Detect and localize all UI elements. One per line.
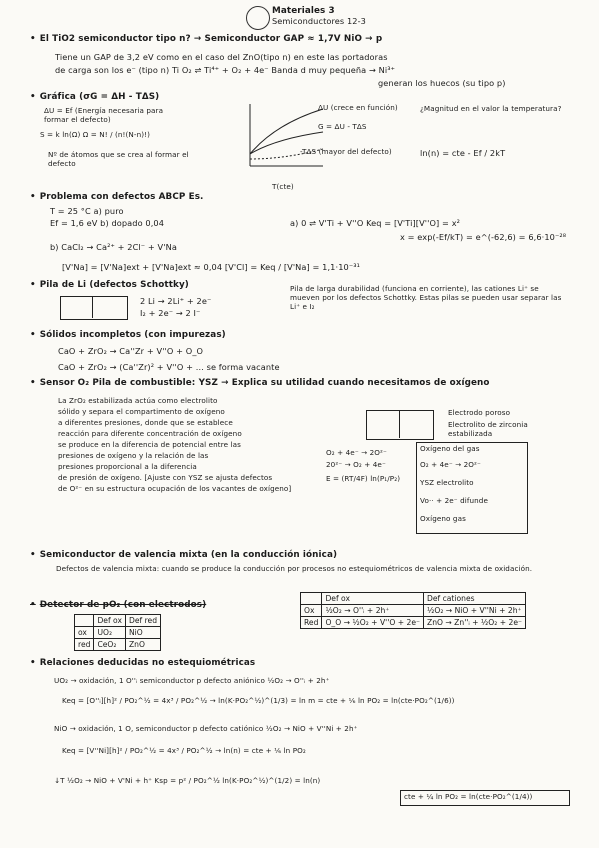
section-relaciones-heading: • Relaciones deducidas no estequiométricas xyxy=(30,658,255,668)
side-formula: ln(n) = cte - Ef / 2kT xyxy=(420,148,506,158)
university-seal-icon xyxy=(246,6,270,30)
relaciones-line: ↓T ½O₂ → NiO + V'Ni + h⁺ Ksp = p² / PO₂^½ ln(K·PO₂^½)^(1/2) = ln(n) xyxy=(54,776,321,785)
formula-entropy: S = k ln(Ω) Ω = N! / (n!(N-n)!) xyxy=(40,130,151,139)
problema-line: [V'Na] = [V'Na]ext + [V'Na]ext ≈ 0,04 [V'Cl] = Keq / [V'Na] = 1,1·10⁻³¹ xyxy=(62,262,361,272)
oxygen-box-line: YSZ electrolito xyxy=(420,478,474,487)
sensor-text: presiones proporcional a la diferencia xyxy=(58,462,197,471)
table-cell: ½O₂ → NiO + V''Ni + 2h⁺ xyxy=(424,605,526,617)
sensor-eq: 20²⁻ → O₂ + 4e⁻ xyxy=(326,460,386,469)
sensor-text: a diferentes presiones, donde que se establece xyxy=(58,418,233,427)
table-cell: red xyxy=(75,639,94,651)
problema-line: Ef = 1,6 eV b) dopado 0,04 xyxy=(50,218,165,228)
graph-label: G = ΔU - TΔS xyxy=(318,122,367,131)
sensor-eq: O₂ + 4e⁻ → 2O²⁻ xyxy=(326,448,387,457)
table-cell: Ox xyxy=(301,605,322,617)
pila-note: Pila de larga durabilidad (funciona en corriente), las cationes Li⁺ se mueven por los defectos Schottky. Estas pilas se pueden usar separar las Li⁺ e I₂ xyxy=(290,284,562,311)
table-cell: Red xyxy=(301,617,322,629)
table-header-cell: Def cationes xyxy=(424,593,526,605)
table-cell: ½O₂ → O''ᵢ + 2h⁺ xyxy=(322,605,424,617)
relaciones-line: Keq = [V''Ni][h]² / PO₂^½ = 4x³ / PO₂^½ → ln(n) = cte + ⅙ ln PO₂ xyxy=(62,746,306,755)
section-tio2-line: Tiene un GAP de 3,2 eV como en el caso del ZnO(tipo n) en este las portadoras xyxy=(55,52,388,62)
battery-diagram xyxy=(60,296,128,320)
solidos-eq: CaO + ZrO₂ → (Ca''Zr)² + V''O + ... se forma vacante xyxy=(58,362,280,372)
graph-label: -TΔS (mayor del defecto) xyxy=(300,147,392,156)
formula-delta-u: ΔU = Ef (Energía necesaria para formar el defecto) xyxy=(44,106,164,124)
page-title: Materiales 3 xyxy=(272,6,335,16)
relaciones-line: cte + ¼ ln PO₂ = ln(cte·PO₂^(1/4)) xyxy=(404,792,533,801)
section-detector-heading: • Detector de pO₂ (con electrodos) xyxy=(30,600,206,610)
table-cell: ox xyxy=(75,627,94,639)
sensor-electrolyte xyxy=(399,410,400,438)
sensor-text: de presión de oxígeno. [Ajuste con YSZ se ajusta defectos xyxy=(58,473,273,482)
relaciones-line: NiO → oxidación, 1 O, semiconductor p defecto catiónico ½O₂ → NiO + V''Ni + 2h⁺ xyxy=(54,724,358,733)
problema-line: a) 0 ⇌ V'Ti + V''O Keq = [V'Ti][V''O] = x² xyxy=(290,218,461,228)
graph-label: ΔU (crece en función) xyxy=(318,103,398,112)
side-note: ¿Magnitud en el valor la temperatura? xyxy=(420,104,562,113)
note-atoms: Nº de átomos que se crea al formar el defecto xyxy=(48,150,189,168)
section-solidos-heading: • Sólidos incompletos (con impurezas) xyxy=(30,330,226,340)
section-sensor-heading: • Sensor O₂ Pila de combustible: YSZ → Explica su utilidad cuando necesitamos de oxígeno xyxy=(30,378,490,388)
relaciones-line: UO₂ → oxidación, 1 O''ᵢ semiconductor p defecto aniónico ½O₂ → O''ᵢ + 2h⁺ xyxy=(54,676,330,685)
table-cell: CeO₂ xyxy=(94,639,126,651)
problema-line: b) CaCl₂ → Ca²⁺ + 2Cl⁻ + V'Na xyxy=(50,242,177,252)
section-tio2-line: de carga son los e⁻ (tipo n) Ti O₂ ⇌ Ti⁴⁺ + O₂ + 4e⁻ Banda d muy pequeña → Ni³⁺ xyxy=(55,65,396,75)
table-header-cell: Def red xyxy=(125,615,160,627)
sensor-cell-diagram xyxy=(366,410,434,440)
valencia-text: Defectos de valencia mixta: cuando se produce la conducción por procesos no estequiométricos de valencia mixta de oxidación. xyxy=(56,564,533,573)
solidos-eq: CaO + ZrO₂ → Ca''Zr + V''O + O_O xyxy=(58,346,204,356)
sensor-diagram-label: Electrodo poroso xyxy=(448,408,511,417)
pila-eq: I₂ + 2e⁻ → 2 I⁻ xyxy=(140,308,201,318)
page-subtitle: Semiconductores 12-3 xyxy=(272,16,366,26)
section-pila-li-heading: • Pila de Li (defectos Schottky) xyxy=(30,280,189,290)
table-cell: ZnO → Zn''ᵢ + ½O₂ + 2e⁻ xyxy=(424,617,526,629)
section-valencia-heading: • Semiconductor de valencia mixta (en la conducción iónica) xyxy=(30,550,337,560)
problema-line: x = exp(-Ef/kT) = e^(-62,6) = 6,6·10⁻²⁸ xyxy=(400,232,567,242)
section-tio2-line: generan los huecos (su tipo p) xyxy=(378,78,506,88)
oxygen-box-title: Oxígeno del gas xyxy=(420,444,480,453)
table-header-cell xyxy=(75,615,94,627)
section-problema-heading: • Problema con defectos ABCP Es. xyxy=(30,192,203,202)
sensor-text: reacción para diferente concentración de oxígeno xyxy=(58,429,242,438)
table-header-cell xyxy=(301,593,322,605)
battery-separator xyxy=(92,296,93,318)
section-tio2-heading: • El TiO2 semiconductor tipo n? → Semiconductor GAP ≈ 1,7V NiO → p xyxy=(30,34,382,44)
table-header-cell: Def ox xyxy=(322,593,424,605)
table-header-cell: Def ox xyxy=(94,615,126,627)
pila-eq: 2 Li → 2Li⁺ + 2e⁻ xyxy=(140,296,212,306)
defects-table-left xyxy=(74,614,161,651)
graph-axis-label: T(cte) xyxy=(272,182,294,191)
oxygen-box-line: Oxígeno gas xyxy=(420,514,466,523)
table-cell: NiO xyxy=(125,627,160,639)
defects-table-right xyxy=(300,592,526,629)
table-cell: ZnO xyxy=(125,639,160,651)
oxygen-box-line: O₂ + 4e⁻ → 2O²⁻ xyxy=(420,460,481,469)
energy-graph xyxy=(245,104,325,174)
table-cell: O_O → ½O₂ + V''O + 2e⁻ xyxy=(322,617,424,629)
problema-line: T = 25 °C a) puro xyxy=(50,206,124,216)
sensor-text: de O²⁻ en su estructura ocupación de los vacantes de oxígeno] xyxy=(58,484,292,493)
oxygen-box-line: Vo·· + 2e⁻ difunde xyxy=(420,496,488,505)
section-grafica-heading: • Gráfica (σG = ΔH - TΔS) xyxy=(30,92,159,102)
sensor-diagram-label: Electrolito de zirconia estabilizada xyxy=(448,420,528,438)
sensor-text: La ZrO₂ estabilizada actúa como electrolito xyxy=(58,396,218,405)
sensor-text: presiones de oxígeno y la relación de las xyxy=(58,451,209,460)
table-cell: UO₂ xyxy=(94,627,126,639)
sensor-eq: E = (RT/4F) ln(P₁/P₂) xyxy=(326,474,401,483)
sensor-text: sólido y separa el compartimento de oxígeno xyxy=(58,407,225,416)
relaciones-line: Keq = [O''ᵢ][h]² / PO₂^½ = 4x³ / PO₂^½ → ln(K·PO₂^½)^(1/3) = ln m = cte + ⅙ ln PO₂ = ln(cte·PO₂^(1/6)) xyxy=(62,696,455,705)
sensor-text: se produce en la diferencia de potencial entre las xyxy=(58,440,241,449)
